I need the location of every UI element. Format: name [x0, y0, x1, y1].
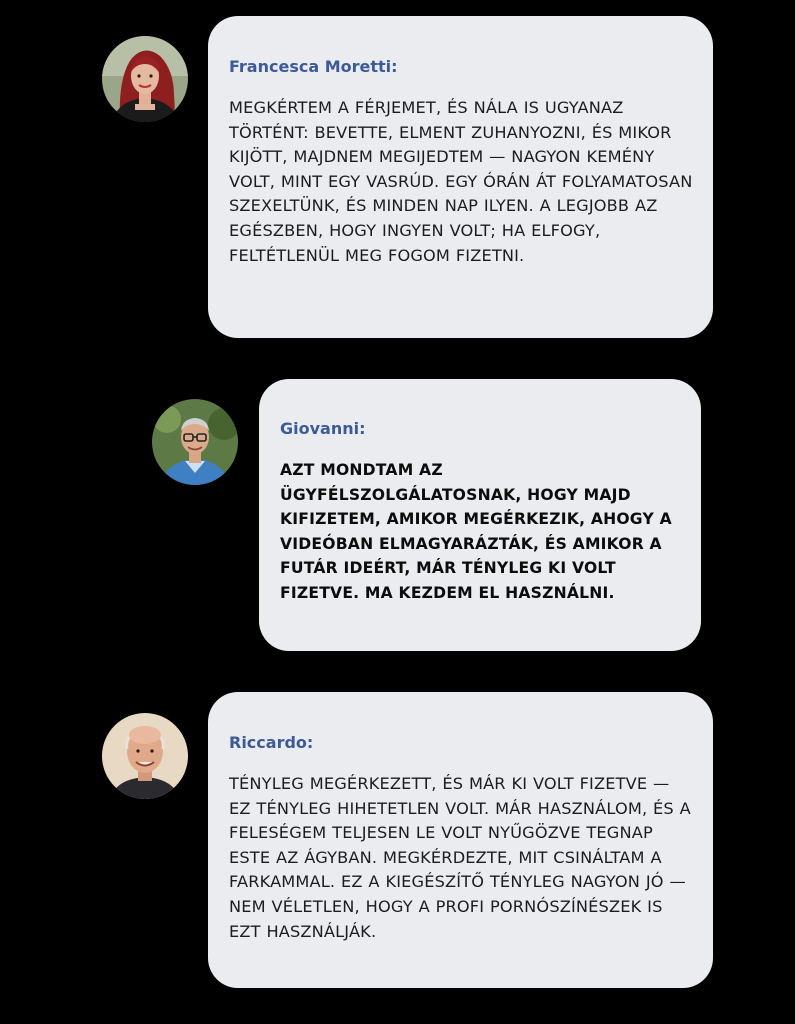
- comment-bubble: [208, 692, 713, 988]
- comment-author: Riccardo:: [229, 733, 314, 752]
- comment-text: AZT MONDTAM AZ ÜGYFÉLSZOLGÁLATOSNAK, HOGY MAJD KIFIZETEM, AMIKOR MEGÉRKEZIK, AHOGY A VIDEÓBAN ELMAGYARÁZTÁK, ÉS AMIKOR A FUTÁR IDEÉRT, MÁR TÉNYLEG KI VOLT FIZETVE. MA KEZDEM EL HASZNÁLNI.: [280, 461, 672, 602]
- comment-bubble: [208, 16, 713, 338]
- comment-author: Francesca Moretti:: [229, 57, 398, 76]
- comment-bubble: [259, 379, 701, 651]
- bald-older-man-avatar-icon: [102, 713, 188, 799]
- comment-author: Giovanni:: [280, 419, 366, 438]
- comment-text: MEGKÉRTEM A FÉRJEMET, ÉS NÁLA IS UGYANAZ TÖRTÉNT: BEVETTE, ELMENT ZUHANYOZNI, ÉS MIKOR KIJÖTT, MAJDNEM MEGIJEDTEM — NAGYON KEMÉNY VOLT, MINT EGY VASRÚD. EGY ÓRÁN ÁT FOLYAMATOSAN SZEXELTÜNK, ÉS MINDEN NAP ILYEN. A LEGJOBB AZ EGÉSZBEN, HOGY INGYEN VOLT; HA ELFOGY, FELTÉTLENÜL MEG FOGOM FIZETNI.: [229, 98, 693, 265]
- comment-text: TÉNYLEG MEGÉRKEZETT, ÉS MÁR KI VOLT FIZETVE — EZ TÉNYLEG HIHETETLEN VOLT. MÁR HASZNÁLOM, ÉS A FELESÉGEM TELJESEN LE VOLT NYŰGÖZVE TEGNAP ESTE AZ ÁGYBAN. MEGKÉRDEZTE, MIT CSINÁLTAM A FARKAMMAL. EZ A KIEGÉSZÍTŐ TÉNYLEG NAGYON JÓ — NEM VÉLETLEN, HOGY A PROFI PORNÓSZÍNÉSZEK IS EZT HASZNÁLJÁK.: [229, 774, 691, 941]
- woman-red-hair-avatar-icon: [102, 36, 188, 122]
- older-man-glasses-avatar-icon: [152, 399, 238, 485]
